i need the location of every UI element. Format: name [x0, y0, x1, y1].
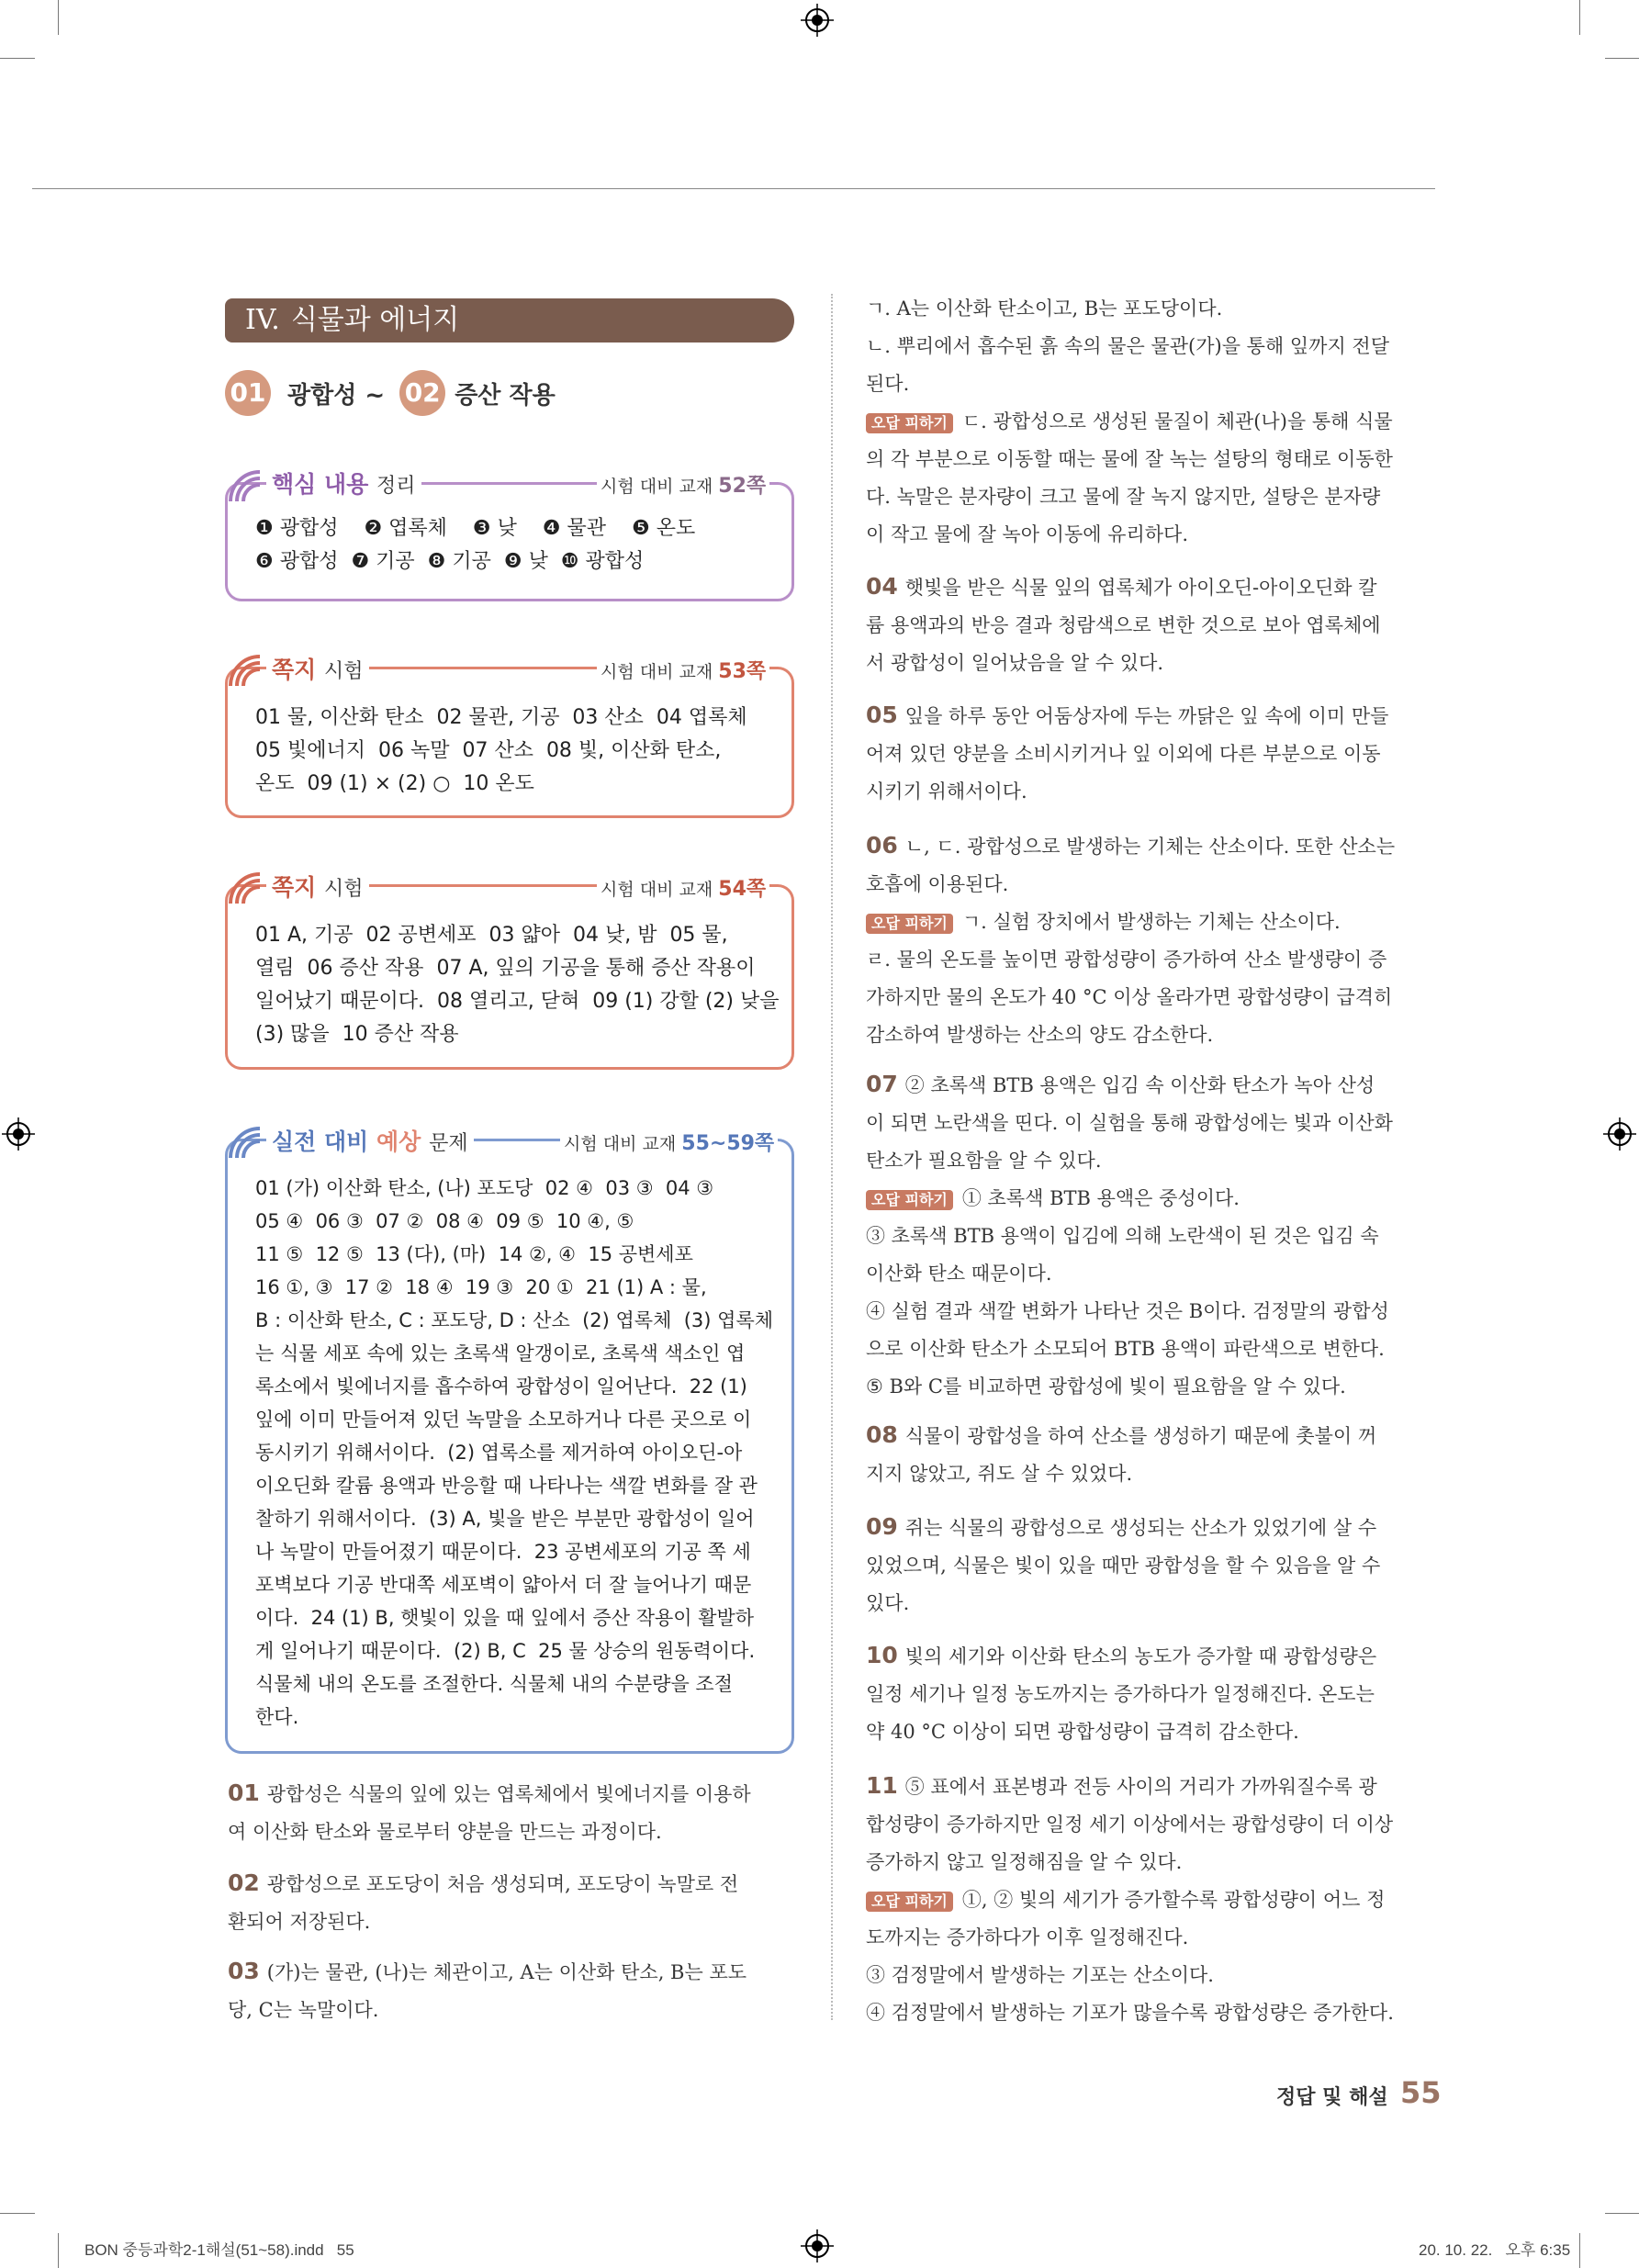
- answer-line: 한다.: [255, 1706, 299, 1728]
- answer-line: ④ 실험 결과 색깔 변화가 나타난 것은 B이다. 검정말의 광합성: [866, 1300, 1389, 1322]
- print-slug-date: 20. 10. 22. 오후 6:35: [1419, 2241, 1571, 2259]
- arc-icon: [227, 653, 262, 688]
- answer-08: [866, 1416, 1435, 1493]
- box-page-ref: [560, 1128, 778, 1156]
- box-title-main: 쪽지: [272, 657, 317, 683]
- ref-prefix: 시험 대비 교재: [601, 662, 713, 682]
- answer-line: 가하지만 물의 온도가 40 °C 이상 올라가면 광합성량이 급격히: [866, 986, 1393, 1008]
- arc-icon: [227, 468, 262, 503]
- quiz2-answers: [255, 919, 779, 1051]
- question-number: 04: [866, 573, 898, 600]
- answer-text: 햇빛을 받은 식물 잎의 엽록체가 아이오딘-아이오딘화 칼: [904, 577, 1377, 599]
- box-page-ref: [597, 470, 769, 499]
- box-title-sub: 정리: [376, 475, 416, 498]
- answer-06: [866, 826, 1435, 1054]
- quiz1-answers: [255, 702, 779, 801]
- answer-line: 륨 용액과의 반응 결과 청람색으로 변한 것으로 보아 엽록체에: [866, 614, 1381, 636]
- answer-line: [866, 1416, 1435, 1455]
- answer-line: ❻ 광합성 ❼ 기공 ❽ 기공 ❾ 낮 ❿ 광합성: [255, 550, 645, 573]
- wrong-answer-tag: 오답 피하기: [866, 914, 953, 934]
- answer-line: [228, 1864, 797, 1903]
- box-page-ref: [597, 656, 769, 684]
- answer-line: 증가하지 않고 일정해짐을 알 수 있다.: [866, 1851, 1183, 1873]
- core-answers: [255, 512, 779, 578]
- answer-text: 광합성으로 포도당이 처음 생성되며, 포도당이 녹말로 전: [266, 1873, 739, 1895]
- question-number: 07: [866, 1071, 898, 1097]
- answer-text: ㄷ. 광합성으로 생성된 물질이 체관(나)을 통해 식물: [961, 410, 1393, 432]
- answer-line: 찰하기 위해서이다. (3) A, 빛을 받은 부분만 광합성이 일어: [255, 1508, 755, 1530]
- box-title-main: 핵심 내용: [272, 471, 369, 498]
- answer-line: 일어났기 때문이다. 08 열리고, 닫혀 09 (1) 강할 (2) 낮을: [255, 990, 780, 1013]
- answer-line: 05 빛에너지 06 녹말 07 산소 08 빛, 이산화 탄소,: [255, 739, 722, 762]
- ref-page: 53쪽: [718, 660, 767, 683]
- ref-page: 54쪽: [718, 878, 767, 901]
- answer-10: [866, 1636, 1435, 1751]
- answer-line: 지지 않았고, 쥐도 살 수 있었다.: [866, 1463, 1133, 1485]
- crop-mark: [1579, 0, 1580, 35]
- answer-line: 있다.: [866, 1592, 910, 1614]
- answer-text: (가)는 물관, (나)는 체관이고, A는 이산화 탄소, B는 포도: [266, 1961, 747, 1983]
- answer-line: 합성량이 증가하지만 일정 세기 이상에서는 광합성량이 더 이상: [866, 1813, 1394, 1836]
- lesson-label: 증산 작용: [455, 381, 556, 410]
- answer-line: 의 각 부분으로 이동할 때는 물에 잘 녹는 설탕의 형태로 이동한: [866, 448, 1393, 470]
- answer-line: [866, 567, 1435, 607]
- lesson-number: 02: [399, 370, 445, 416]
- answer-line: [866, 1508, 1435, 1547]
- answer-line: ③ 검정말에서 발생하는 기포는 산소이다.: [866, 1964, 1214, 1986]
- answer-line: [866, 1065, 1435, 1105]
- crop-mark: [0, 58, 35, 59]
- answer-line: 이 작고 물에 잘 녹아 이동에 유리하다.: [866, 523, 1189, 545]
- answer-line: 있었으며, 식물은 빛이 있을 때만 광합성을 할 수 있음을 알 수: [866, 1555, 1381, 1577]
- question-number: 03: [228, 1958, 260, 1984]
- question-number: 06: [866, 832, 898, 859]
- answer-line: 이 되면 노란색을 띤다. 이 실험을 통해 광합성에는 빛과 이산화: [866, 1112, 1393, 1134]
- answer-line: 시키기 위해서이다.: [866, 780, 1027, 803]
- question-number: 09: [866, 1513, 898, 1540]
- answer-line: 일정 세기나 일정 농도까지는 증가하다가 일정해진다. 온도는: [866, 1683, 1375, 1705]
- ref-prefix: 시험 대비 교재: [601, 477, 713, 497]
- answer-line: ⑤ B와 C를 비교하면 광합성에 빛이 필요함을 알 수 있다.: [866, 1375, 1346, 1398]
- page-number: 55: [1400, 2075, 1442, 2110]
- answer-line: ④ 검정말에서 발생하는 기포가 많을수록 광합성량은 증가한다.: [866, 2002, 1394, 2024]
- answer-line: 환되어 저장된다.: [228, 1911, 371, 1933]
- answer-line: 01 A, 기공 02 공변세포 03 얇아 04 낮, 밤 05 물,: [255, 924, 728, 947]
- wrong-answer-tag: 오답 피하기: [866, 413, 953, 433]
- answer-09: [866, 1508, 1435, 1622]
- answer-text: ① 초록색 BTB 용액은 중성이다.: [961, 1187, 1240, 1209]
- answer-line: ㄹ. 물의 온도를 높이면 광합성량이 증가하여 산소 발생량이 증: [866, 949, 1387, 971]
- answer-line: 11 ⑤ 12 ⑤ 13 (다), (마) 14 ②, ④ 15 공변세포: [255, 1243, 693, 1265]
- box-page-ref: [597, 873, 769, 902]
- registration-mark-icon: [2, 1117, 35, 1151]
- answer-text: ② 초록색 BTB 용액은 입김 속 이산화 탄소가 녹아 산성: [904, 1074, 1375, 1096]
- answer-text: 잎을 하루 동안 어둠상자에 두는 까닭은 잎 속에 이미 만들: [904, 705, 1389, 727]
- ref-page: 52쪽: [718, 475, 767, 498]
- arc-icon: [227, 1125, 262, 1160]
- chapter-name: 식물과 에너지: [290, 304, 460, 336]
- question-number: 02: [228, 1869, 260, 1896]
- box-title-main: 실전 대비: [272, 1128, 369, 1155]
- answer-line: 나 녹말이 만들어졌기 때문이다. 23 공변세포의 기공 쪽 세: [255, 1541, 751, 1563]
- practice-answers: [255, 1172, 779, 1734]
- answer-11: [866, 1767, 1435, 2032]
- registration-mark-icon: [801, 4, 834, 37]
- box-title-sub: 문제: [429, 1132, 468, 1155]
- answer-line: 어져 있던 양분을 소비시키거나 잎 이외에 다른 부분으로 이동: [866, 743, 1381, 765]
- wrong-answer-tag: 오답 피하기: [866, 1190, 953, 1210]
- answer-03-continued: [866, 290, 1435, 554]
- box-title-sub: 시험: [324, 878, 364, 901]
- lesson-number: 01: [225, 370, 271, 416]
- ref-page: 55~59쪽: [681, 1132, 775, 1155]
- answer-line: 열림 06 증산 작용 07 A, 잎의 기공을 통해 증산 작용이: [255, 957, 756, 980]
- answer-line: 감소하여 발생하는 산소의 양도 감소한다.: [866, 1024, 1214, 1046]
- footer-section-label: 정답 및 해설: [1276, 2086, 1388, 2109]
- print-slug-file: BON 중등과학2-1해설(51~58).indd 55: [84, 2241, 354, 2259]
- question-number: 01: [228, 1780, 260, 1806]
- answer-line: (3) 많을 10 증산 작용: [255, 1023, 459, 1046]
- answer-line: 16 ①, ③ 17 ② 18 ④ 19 ③ 20 ① 21 (1) A : 물,: [255, 1276, 707, 1298]
- crop-mark: [1605, 58, 1639, 59]
- answer-line: 잎에 이미 만들어져 있던 녹말을 소모하거나 다른 곳으로 이: [255, 1409, 752, 1431]
- chapter-title: [225, 298, 794, 342]
- answer-text: 쥐는 식물의 광합성으로 생성되는 산소가 있었기에 살 수: [904, 1517, 1377, 1539]
- answer-line: [866, 904, 1435, 941]
- answer-line: B : 이산화 탄소, C : 포도당, D : 산소 (2) 엽록체 (3) 엽록체: [255, 1309, 774, 1331]
- answer-line: [228, 1952, 797, 1992]
- column-divider: [831, 294, 833, 2020]
- crop-mark: [58, 2233, 59, 2268]
- answer-line: [866, 1636, 1435, 1676]
- answer-text: 빛의 세기와 이산화 탄소의 농도가 증가할 때 광합성량은: [904, 1645, 1377, 1667]
- crop-mark: [1605, 2213, 1639, 2214]
- answer-line: 이다. 24 (1) B, 햇빛이 있을 때 잎에서 증산 작용이 활발하: [255, 1607, 755, 1629]
- question-number: 05: [866, 702, 898, 728]
- box-title-sub: 시험: [324, 660, 364, 683]
- answer-text: ㄴ, ㄷ. 광합성으로 발생하는 기체는 산소이다. 또한 산소는: [904, 836, 1396, 858]
- answer-line: 록소에서 빛에너지를 흡수하여 광합성이 일어난다. 22 (1): [255, 1375, 747, 1398]
- question-number: 11: [866, 1772, 898, 1799]
- answer-line: 호흡에 이용된다.: [866, 873, 1009, 895]
- chapter-roman: IV.: [245, 304, 280, 336]
- registration-mark-icon: [801, 2229, 834, 2262]
- answer-line: 이오딘화 칼륨 용액과 반응할 때 나타나는 색깔 변화를 잘 관: [255, 1475, 758, 1497]
- answer-line: [866, 696, 1435, 735]
- answer-line: 동시키기 위해서이다. (2) 엽록소를 제거하여 아이오딘-아: [255, 1442, 743, 1464]
- question-number: 10: [866, 1642, 898, 1668]
- answer-line: 서 광합성이 일어났음을 알 수 있다.: [866, 652, 1164, 674]
- answer-line: 다. 녹말은 분자량이 크고 물에 잘 녹지 않지만, 설탕은 분자량: [866, 486, 1381, 508]
- crop-mark: [1579, 2233, 1580, 2268]
- answer-line: [866, 1767, 1435, 1806]
- lesson-range: [225, 370, 556, 416]
- arc-icon: [227, 870, 262, 905]
- crop-mark: [58, 0, 59, 35]
- answer-05: [866, 696, 1435, 811]
- answer-text: ①, ② 빛의 세기가 증가할수록 광합성량이 어느 정: [961, 1889, 1386, 1911]
- box-title-highlight: 예상: [376, 1128, 421, 1155]
- answer-line: [228, 1774, 797, 1813]
- answer-line: [866, 403, 1435, 441]
- answer-line: [866, 826, 1435, 866]
- box-title: [266, 1124, 474, 1157]
- answer-line: [866, 1881, 1435, 1919]
- answer-line: [866, 1180, 1435, 1218]
- answer-02: [228, 1864, 797, 1941]
- ref-prefix: 시험 대비 교재: [601, 880, 713, 900]
- answer-line: 05 ④ 06 ③ 07 ② 08 ④ 09 ⑤ 10 ④, ⑤: [255, 1210, 634, 1232]
- answer-line: 는 식물 세포 속에 있는 초록색 알갱이로, 초록색 색소인 엽: [255, 1342, 746, 1364]
- answer-line: 으로 이산화 탄소가 소모되어 BTB 용액이 파란색으로 변한다.: [866, 1338, 1385, 1360]
- answer-line: 여 이산화 탄소와 물로부터 양분을 만드는 과정이다.: [228, 1821, 662, 1843]
- answer-line: 포벽보다 기공 반대쪽 세포벽이 얇아서 더 잘 늘어나기 때문: [255, 1574, 752, 1596]
- answer-line: ❶ 광합성 ❷ 엽록체 ❸ 낮 ❹ 물관 ❺ 온도: [255, 517, 696, 540]
- answer-text: 식물이 광합성을 하여 산소를 생성하기 때문에 촛불이 꺼: [904, 1425, 1377, 1447]
- answer-03: [228, 1952, 797, 2029]
- answer-line: 온도 09 (1) × (2) ○ 10 온도: [255, 772, 534, 795]
- answer-line: 약 40 °C 이상이 되면 광합성량이 급격히 감소한다.: [866, 1721, 1299, 1743]
- answer-07: [866, 1065, 1435, 1406]
- answer-text: ㄱ. 실험 장치에서 발생하는 기체는 산소이다.: [961, 911, 1341, 933]
- lesson-label: 광합성 ~: [287, 381, 386, 410]
- header-rule: [32, 188, 1435, 189]
- answer-line: 도까지는 증가하다가 이후 일정해진다.: [866, 1926, 1189, 1948]
- box-title-main: 쪽지: [272, 874, 317, 901]
- answer-line: 01 (가) 이산화 탄소, (나) 포도당 02 ④ 03 ③ 04 ③: [255, 1177, 714, 1199]
- answer-line: 01 물, 이산화 탄소 02 물관, 기공 03 산소 04 엽록체: [255, 706, 747, 729]
- ref-prefix: 시험 대비 교재: [564, 1134, 677, 1154]
- answer-text: ⑤ 표에서 표본병과 전등 사이의 거리가 가까워질수록 광: [904, 1776, 1377, 1798]
- wrong-answer-tag: 오답 피하기: [866, 1892, 953, 1912]
- box-title: [266, 870, 369, 903]
- box-title: [266, 652, 369, 685]
- answer-line: ㄱ. A는 이산화 탄소이고, B는 포도당이다.: [866, 298, 1223, 320]
- answer-line: 탄소가 필요함을 알 수 있다.: [866, 1150, 1102, 1172]
- box-title: [266, 466, 421, 500]
- crop-mark: [0, 2213, 35, 2214]
- answer-line: ㄴ. 뿌리에서 흡수된 흙 속의 물은 물관(가)을 통해 잎까지 전달: [866, 335, 1390, 357]
- question-number: 08: [866, 1421, 898, 1448]
- answer-line: 게 일어나기 때문이다. (2) B, C 25 물 상승의 원동력이다.: [255, 1640, 756, 1662]
- answer-line: 식물체 내의 온도를 조절한다. 식물체 내의 수분량을 조절: [255, 1673, 733, 1695]
- answer-line: ③ 초록색 BTB 용액이 입김에 의해 노란색이 된 것은 입김 속: [866, 1225, 1379, 1247]
- answer-04: [866, 567, 1435, 682]
- answer-line: 당, C는 녹말이다.: [228, 1999, 379, 2021]
- answer-line: 된다.: [866, 373, 910, 395]
- registration-mark-icon: [1603, 1117, 1636, 1151]
- answer-line: 이산화 탄소 때문이다.: [866, 1263, 1052, 1285]
- answer-01: [228, 1774, 797, 1851]
- answer-text: 광합성은 식물의 잎에 있는 엽록체에서 빛에너지를 이용하: [266, 1783, 751, 1805]
